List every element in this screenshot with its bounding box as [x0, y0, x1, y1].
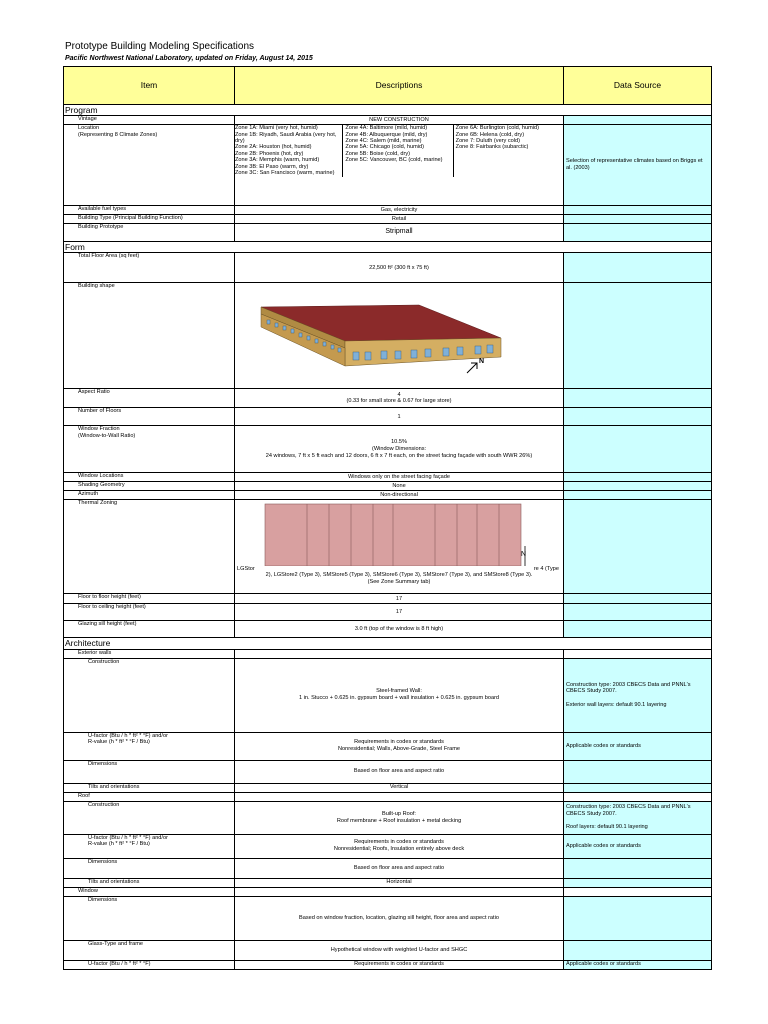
row-label-prototype: Building Prototype [64, 224, 235, 242]
section-architecture: Architecture [64, 638, 712, 649]
zone-column-3: Zone 6A: Burlington (cold, humid) Zone 6B: Helena (cold, dry) Zone 7: Duluth (very cold) Zone 8: Fairbanks (subarctic) [453, 125, 563, 176]
row-label-window-dimensions: Dimensions [64, 896, 235, 940]
shape-north-label: N [479, 358, 485, 366]
row-desc-window-fraction: 10.5% (Window Dimensions: 24 windows, 7 ft x 5 ft each and 12 doors, 6 ft x 7 ft each, on the street facing façade with south WWR 26%) [235, 426, 564, 473]
row-desc-glass-type: Hypothetical window with weighted U-factor and SHGC [235, 940, 564, 960]
row-desc-wall-tilts: Vertical [235, 783, 564, 792]
row-label-thermal-zoning: Thermal Zoning [64, 500, 235, 594]
header-descriptions: Descriptions [235, 67, 564, 105]
row-label-window-fraction: Window Fraction (Window-to-Wall Ratio) [64, 426, 235, 473]
zone-column-1: Zone 1A: Miami (very hot, humid) Zone 1B: Riyadh, Saudi Arabia (very hot, dry) Zone 2A: Houston (hot, humid) Zone 2B: Phoenix (hot, dry) Zone 3A: Memphis (warm, humid) Zone 3B: El Paso (warm, dry) Zone 3C: San Francisco (warm, marine) [235, 125, 337, 177]
header-row [64, 67, 712, 105]
subsection-exterior-walls: Exterior walls [64, 649, 235, 658]
zone-column-2: Zone 4A: Baltimore (mild, humid) Zone 4B: Albuquerque (mild, dry) Zone 4C: Salem (mild, marine) Zone 5A: Chicago (cold, humid) Zone 5B: Boise (cold, dry) Zone 5C: Vancouver, BC (cold, marine) [342, 125, 452, 176]
row-label-window-ufactor: U-factor (Btu / h * ft² * °F) [64, 960, 235, 969]
row-desc-f2c-height: 17 [235, 604, 564, 621]
row-desc-azimuth: Non-directional [235, 491, 564, 500]
building-shape-cell [235, 283, 564, 389]
row-label-wall-dimensions: Dimensions [64, 760, 235, 783]
document-subtitle: Pacific Northwest National Laboratory, updated on Friday, August 14, 2015 [65, 55, 313, 62]
row-source-roof-ufactor: Applicable codes or standards [564, 834, 712, 858]
row-desc-roof-ufactor: Requirements in codes or standards Nonresidential; Roofs, Insulation entirely above deck [235, 834, 564, 858]
row-source-vintage [564, 116, 712, 125]
row-label-sill-height: Glazing sill height (feet) [64, 621, 235, 638]
row-label-glass-type: Glass-Type and frame [64, 940, 235, 960]
north-arrow-icon [467, 363, 477, 373]
row-desc-floor-area: 22,500 ft² (300 ft x 75 ft) [235, 253, 564, 283]
row-desc-window-locations: Windows only on the street facing façade [235, 473, 564, 482]
subsection-window: Window [64, 887, 235, 896]
row-desc-floors: 1 [235, 408, 564, 426]
row-desc-sill-height: 3.0 ft (top of the window is 8 ft high) [235, 621, 564, 638]
thermal-zoning-cell [235, 500, 564, 594]
row-desc-wall-construction: Steel-framed Wall: 1 in. Stucco + 0.625 in. gypsum board + wall insulation + 0.625 in. gypsum board [235, 658, 564, 732]
row-desc-roof-tilts: Horizontal [235, 878, 564, 887]
row-label-azimuth: Azimuth [64, 491, 235, 500]
section-program: Program [64, 105, 712, 116]
row-desc-thermal-zoning: 2), LGStore2 (Type 3), SMStore5 (Type 3), SMStore6 (Type 3), SMStore7 (Type 3), and SMStore8 (Type 3). (See Zone Summary tab) [265, 572, 533, 585]
zoning-text-left: LGStor [237, 566, 255, 573]
row-label-window-locations: Window Locations [64, 473, 235, 482]
row-source-window-ufactor: Applicable codes or standards [564, 960, 712, 969]
row-label-f2c-height: Floor to ceiling height (feet) [64, 604, 235, 621]
row-label-fuel: Available fuel types [64, 206, 235, 215]
row-desc-roof-construction: Built-up Roof: Roof membrane + Roof insulation + metal decking [235, 801, 564, 834]
row-desc-roof-dimensions: Based on floor area and aspect ratio [235, 858, 564, 878]
section-form: Form [64, 242, 712, 253]
row-label-roof-tilts: Tilts and orientations [64, 878, 235, 887]
thermal-zone-diagram [235, 500, 564, 566]
row-label-f2f-height: Floor to floor height (feet) [64, 594, 235, 604]
row-desc-fuel: Gas, electricity [235, 206, 564, 215]
zoning-text-right: re 4 (Type [533, 566, 559, 573]
row-desc-window-ufactor: Requirements in codes or standards [235, 960, 564, 969]
row-desc-wall-ufactor: Requirements in codes or standards Nonresidential; Walls, Above-Grade, Steel Frame [235, 732, 564, 760]
row-label-roof-dimensions: Dimensions [64, 858, 235, 878]
row-label-vintage: Vintage [64, 116, 235, 125]
row-source-roof-construction: Construction type: 2003 CBECS Data and PNNL's CBECS Study 2007. Roof layers: default 90.1 layering [564, 801, 712, 834]
climate-zone-list [235, 125, 563, 176]
row-desc-aspect-ratio: 4 (0.33 for small store & 0.67 for large store) [235, 389, 564, 408]
row-source-location: Selection of representative climates based on Briggs et al. (2003) [564, 125, 712, 206]
row-label-building-shape: Building shape [64, 283, 235, 389]
row-desc-window-dimensions: Based on window fraction, location, glazing sill height, floor area and aspect ratio [235, 896, 564, 940]
row-label-aspect-ratio: Aspect Ratio [64, 389, 235, 408]
row-label-roof-ufactor: U-factor (Btu / h * ft² * °F) and/or R-value (h * ft² * °F / Btu) [64, 834, 235, 858]
row-label-floors: Number of Floors [64, 408, 235, 426]
row-desc-shading: None [235, 482, 564, 491]
row-desc-f2f-height: 17 [235, 594, 564, 604]
row-label-wall-construction: Construction [64, 658, 235, 732]
document-title: Prototype Building Modeling Specifications [65, 41, 254, 52]
zoning-north-label: N [521, 551, 527, 559]
header-data-source: Data Source [564, 67, 712, 105]
row-label-shading: Shading Geometry [64, 482, 235, 491]
row-source-wall-ufactor: Applicable codes or standards [564, 732, 712, 760]
row-label-roof-construction: Construction [64, 801, 235, 834]
row-desc-prototype: Stripmall [235, 224, 564, 242]
row-desc-wall-dimensions: Based on floor area and aspect ratio [235, 760, 564, 783]
spec-table [63, 66, 712, 970]
row-desc-vintage: NEW CONSTRUCTION [235, 116, 564, 125]
building-3d-image [235, 283, 564, 387]
row-label-location: Location (Representing 8 Climate Zones) [64, 125, 235, 206]
row-desc-building-type: Retail [235, 215, 564, 224]
row-label-wall-tilts: Tilts and orientations [64, 783, 235, 792]
row-label-floor-area: Total Floor Area (sq feet) [64, 253, 235, 283]
subsection-roof: Roof [64, 792, 235, 801]
row-label-wall-ufactor: U-factor (Btu / h * ft² * °F) and/or R-value (h * ft² * °F / Btu) [64, 732, 235, 760]
header-item: Item [64, 67, 235, 105]
row-source-wall-construction: Construction type: 2003 CBECS Data and PNNL's CBECS Study 2007. Exterior wall layers: default 90.1 layering [564, 658, 712, 732]
row-label-building-type: Building Type (Principal Building Function) [64, 215, 235, 224]
